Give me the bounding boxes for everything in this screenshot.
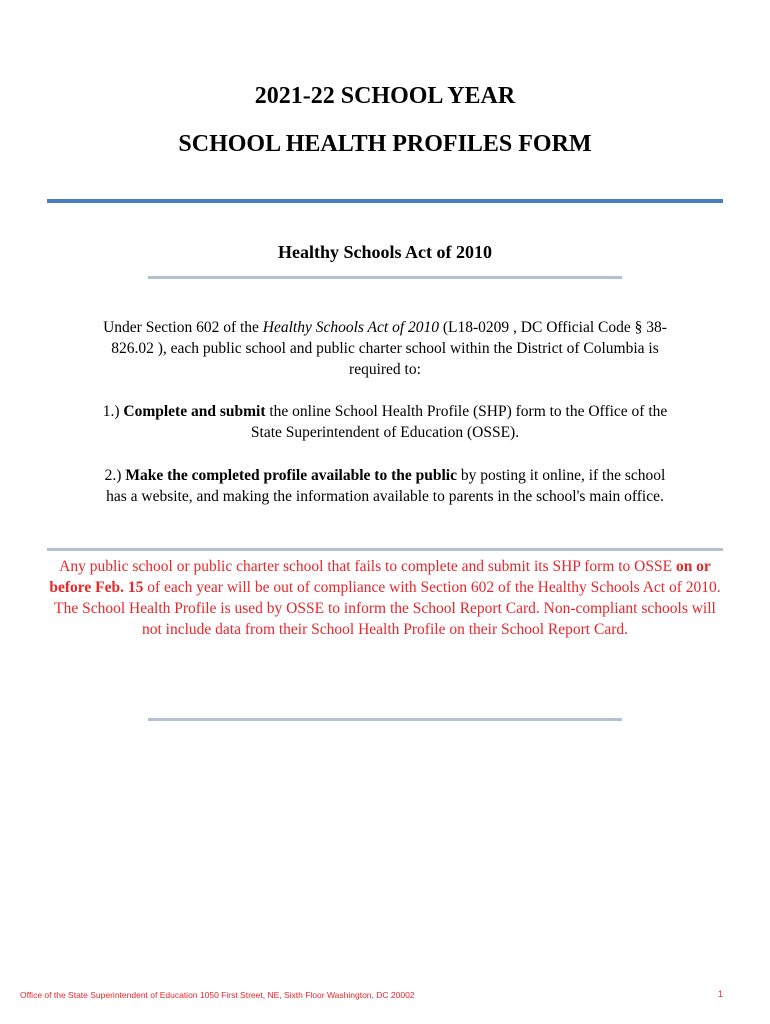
requirement-bold: Complete and submit xyxy=(123,403,266,420)
requirement-text: by posting it online, if the school has a website, and making the information available to parents in the school's main office. xyxy=(106,467,666,505)
compliance-notice xyxy=(45,556,725,640)
requirement-prefix: 1.) xyxy=(102,403,124,420)
act-subtitle: Healthy Schools Act of 2010 xyxy=(278,242,492,262)
requirement-prefix: 2.) xyxy=(104,467,126,484)
intro-paragraph xyxy=(100,317,670,380)
notice-divider xyxy=(47,548,723,551)
requirement-item-2 xyxy=(100,465,670,507)
form-title-name: SCHOOL HEALTH PROFILES FORM xyxy=(178,131,592,157)
notice-text-before: Any public school or public charter school that fails to complete and submit its SHP form to OSSE xyxy=(59,558,676,575)
requirement-text: the online School Health Profile (SHP) form to the Office of the State Superintendent of Education (OSSE). xyxy=(250,403,668,441)
intro-text-before: Under Section 602 of the xyxy=(103,319,263,336)
intro-act-name: Healthy Schools Act of 2010 xyxy=(262,319,440,336)
form-title-year: 2021-22 SCHOOL YEAR xyxy=(254,83,516,109)
title-divider xyxy=(47,199,723,203)
intro-text-after: (L18-0209 , DC Official Code § 38-826.02 ), each public school and public charter school within the District of Columbia is required to: xyxy=(111,319,667,378)
page-number: 1 xyxy=(717,989,723,999)
footer-address: Office of the State Superintendent of Education 1050 First Street, NE, Sixth Floor Washington, DC 20002 xyxy=(20,990,415,1000)
subtitle-divider xyxy=(148,276,622,279)
requirement-bold: Make the completed profile available to the public xyxy=(125,467,457,484)
notice-deadline: on or before Feb. 15 xyxy=(49,558,711,596)
notice-text-after: of each year will be out of compliance with Section 602 of the Healthy Schools Act of 2010. The School Health Profile is used by OSSE to inform the School Report Card. Non-compliant schools will not include data from their School Health Profile on their School Report Card. xyxy=(54,579,721,638)
requirement-item-1 xyxy=(100,401,670,443)
section-end-divider xyxy=(148,718,622,721)
